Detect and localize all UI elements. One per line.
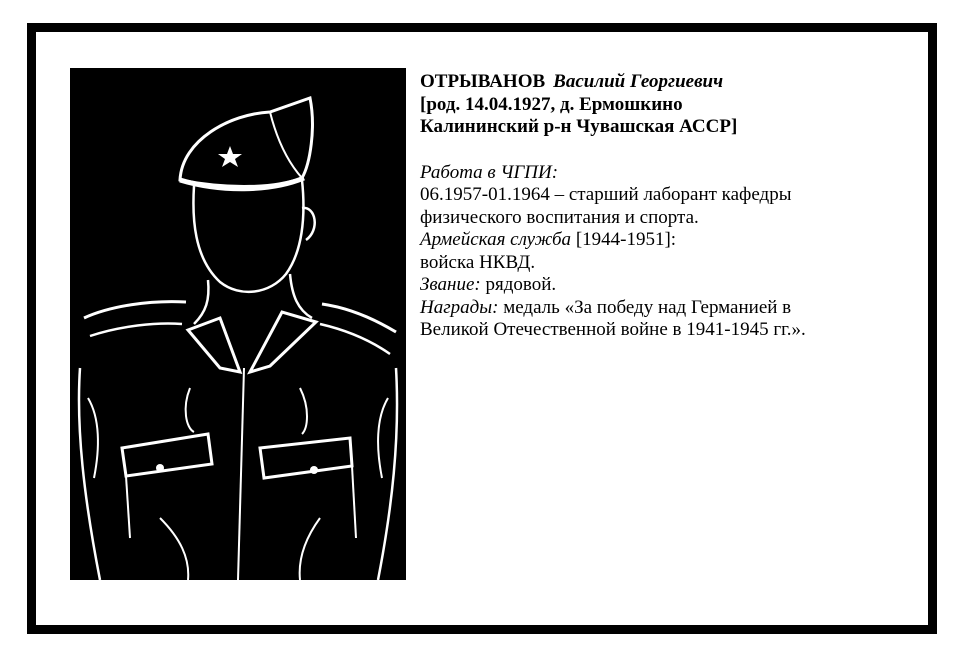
spacer [420, 139, 920, 162]
rank-label: Звание: [420, 274, 481, 295]
army-label: Армейская служба [420, 229, 572, 250]
biography-text [420, 71, 920, 342]
army-unit: войска НКВД. [420, 251, 536, 273]
rank-line [420, 274, 920, 297]
army-years: [1944-1951]: [571, 229, 677, 250]
surname: ОТРЫВАНОВ [420, 71, 546, 92]
name-line [420, 71, 920, 94]
awards-label: Награды: [420, 296, 499, 318]
birth-line-2: Калининский р-н Чувашская АССР] [420, 116, 738, 137]
work-label: Работа в ЧГПИ: [420, 161, 559, 183]
work-line-2: физического воспитания и спорта. [420, 206, 699, 228]
army-line [420, 229, 920, 252]
awards-line-2: Великой Отечественной войне в 1941-1945 гг.». [420, 319, 806, 340]
work-line-1: 06.1957-01.1964 – старший лаборант кафедры [420, 184, 792, 205]
awards-value: медаль «За победу над Германией в [498, 296, 792, 318]
rank-value: рядовой. [480, 274, 557, 295]
soldier-silhouette-icon [70, 68, 406, 580]
awards-line-1 [420, 297, 920, 320]
given-names: Василий Георгиевич [553, 71, 724, 92]
birth-line-1: [род. 14.04.1927, д. Ермошкино [420, 93, 683, 115]
